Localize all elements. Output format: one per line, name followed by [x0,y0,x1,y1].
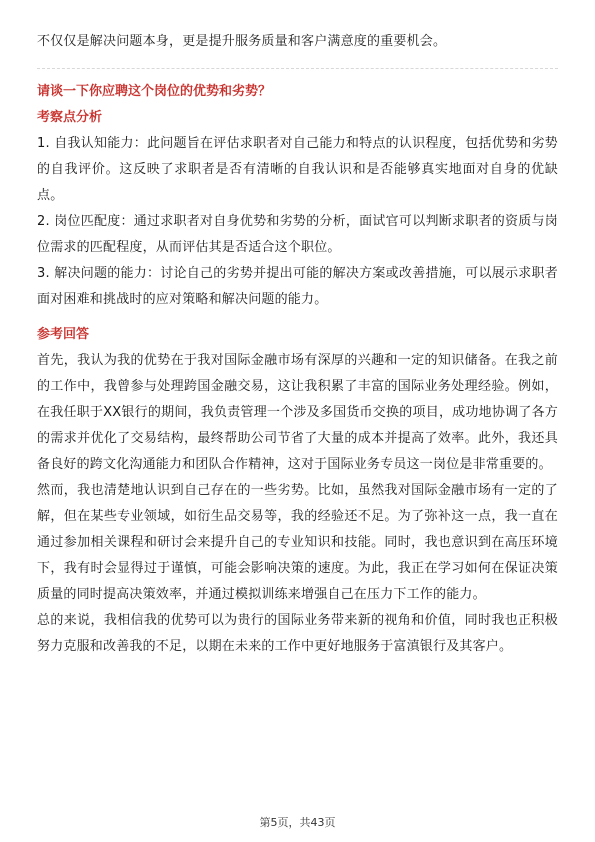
section-divider [37,68,558,69]
question-heading: 请谈一下你应聘这个岗位的优势和劣势？ [37,84,272,99]
analysis-item: 1. 自我认知能力：此问题旨在评估求职者对自己能力和特点的认识程度，包括优势和劣势的自我评价。这反映了求职者是否有清晰的自我认识和是否能够真实地面对自身的优缺点。 [37,136,558,203]
analysis-title: 考察点分析 [37,110,103,125]
intro-paragraph: 不仅仅是解决问题本身，更是提升服务质量和客户满意度的重要机会。 [37,34,447,49]
answer-paragraph: 然而，我也清楚地认识到自己存在的一些劣势。比如，虽然我对国际金融市场有一定的了解，但在某些专业领域，如衍生品交易等，我的经验还不足。为了弥补这一点，我一直在通过参加相关课程和研讨会来提升自己的专业知识和技能。同时，我也意识到在高压环境下，我有时会显得过于谨慎，可能会影响决策的速度。为此，我正在学习如何在保证决策质量的同时提高决策效率，并通过模拟训练来增强自己在压力下工作的能力。 [37,483,558,602]
analysis-item: 3. 解决问题的能力：讨论自己的劣势并提出可能的解决方案或改善措施，可以展示求职者面对困难和挑战时的应对策略和解决问题的能力。 [37,266,558,307]
answer-paragraph: 总的来说，我相信我的优势可以为贵行的国际业务带来新的视角和价值，同时我也正积极努力克服和改善我的不足，以期在未来的工作中更好地服务于富滇银行及其客户。 [37,613,558,654]
answer-paragraph: 首先，我认为我的优势在于我对国际金融市场有深厚的兴趣和一定的知识储备。在我之前的工作中，我曾参与处理跨国金融交易，这让我积累了丰富的国际业务处理经验。例如，在我任职于XX银行的期间，我负责管理一个涉及多国货币交换的项目，成功地协调了各方的需求并优化了交易结构，最终帮助公司节省了大量的成本并提高了效率。此外，我还具备良好的跨文化沟通能力和团队合作精神，这对于国际业务专员这一岗位是非常重要的。 [37,353,558,472]
answer-title: 参考回答 [37,327,90,342]
page-content [37,29,558,660]
page-number: 第5页，共43页 [259,816,336,829]
analysis-item: 2. 岗位匹配度：通过求职者对自身优势和劣势的分析，面试官可以判断求职者的资质与岗位需求的匹配程度，从而评估其是否适合这个职位。 [37,214,558,255]
